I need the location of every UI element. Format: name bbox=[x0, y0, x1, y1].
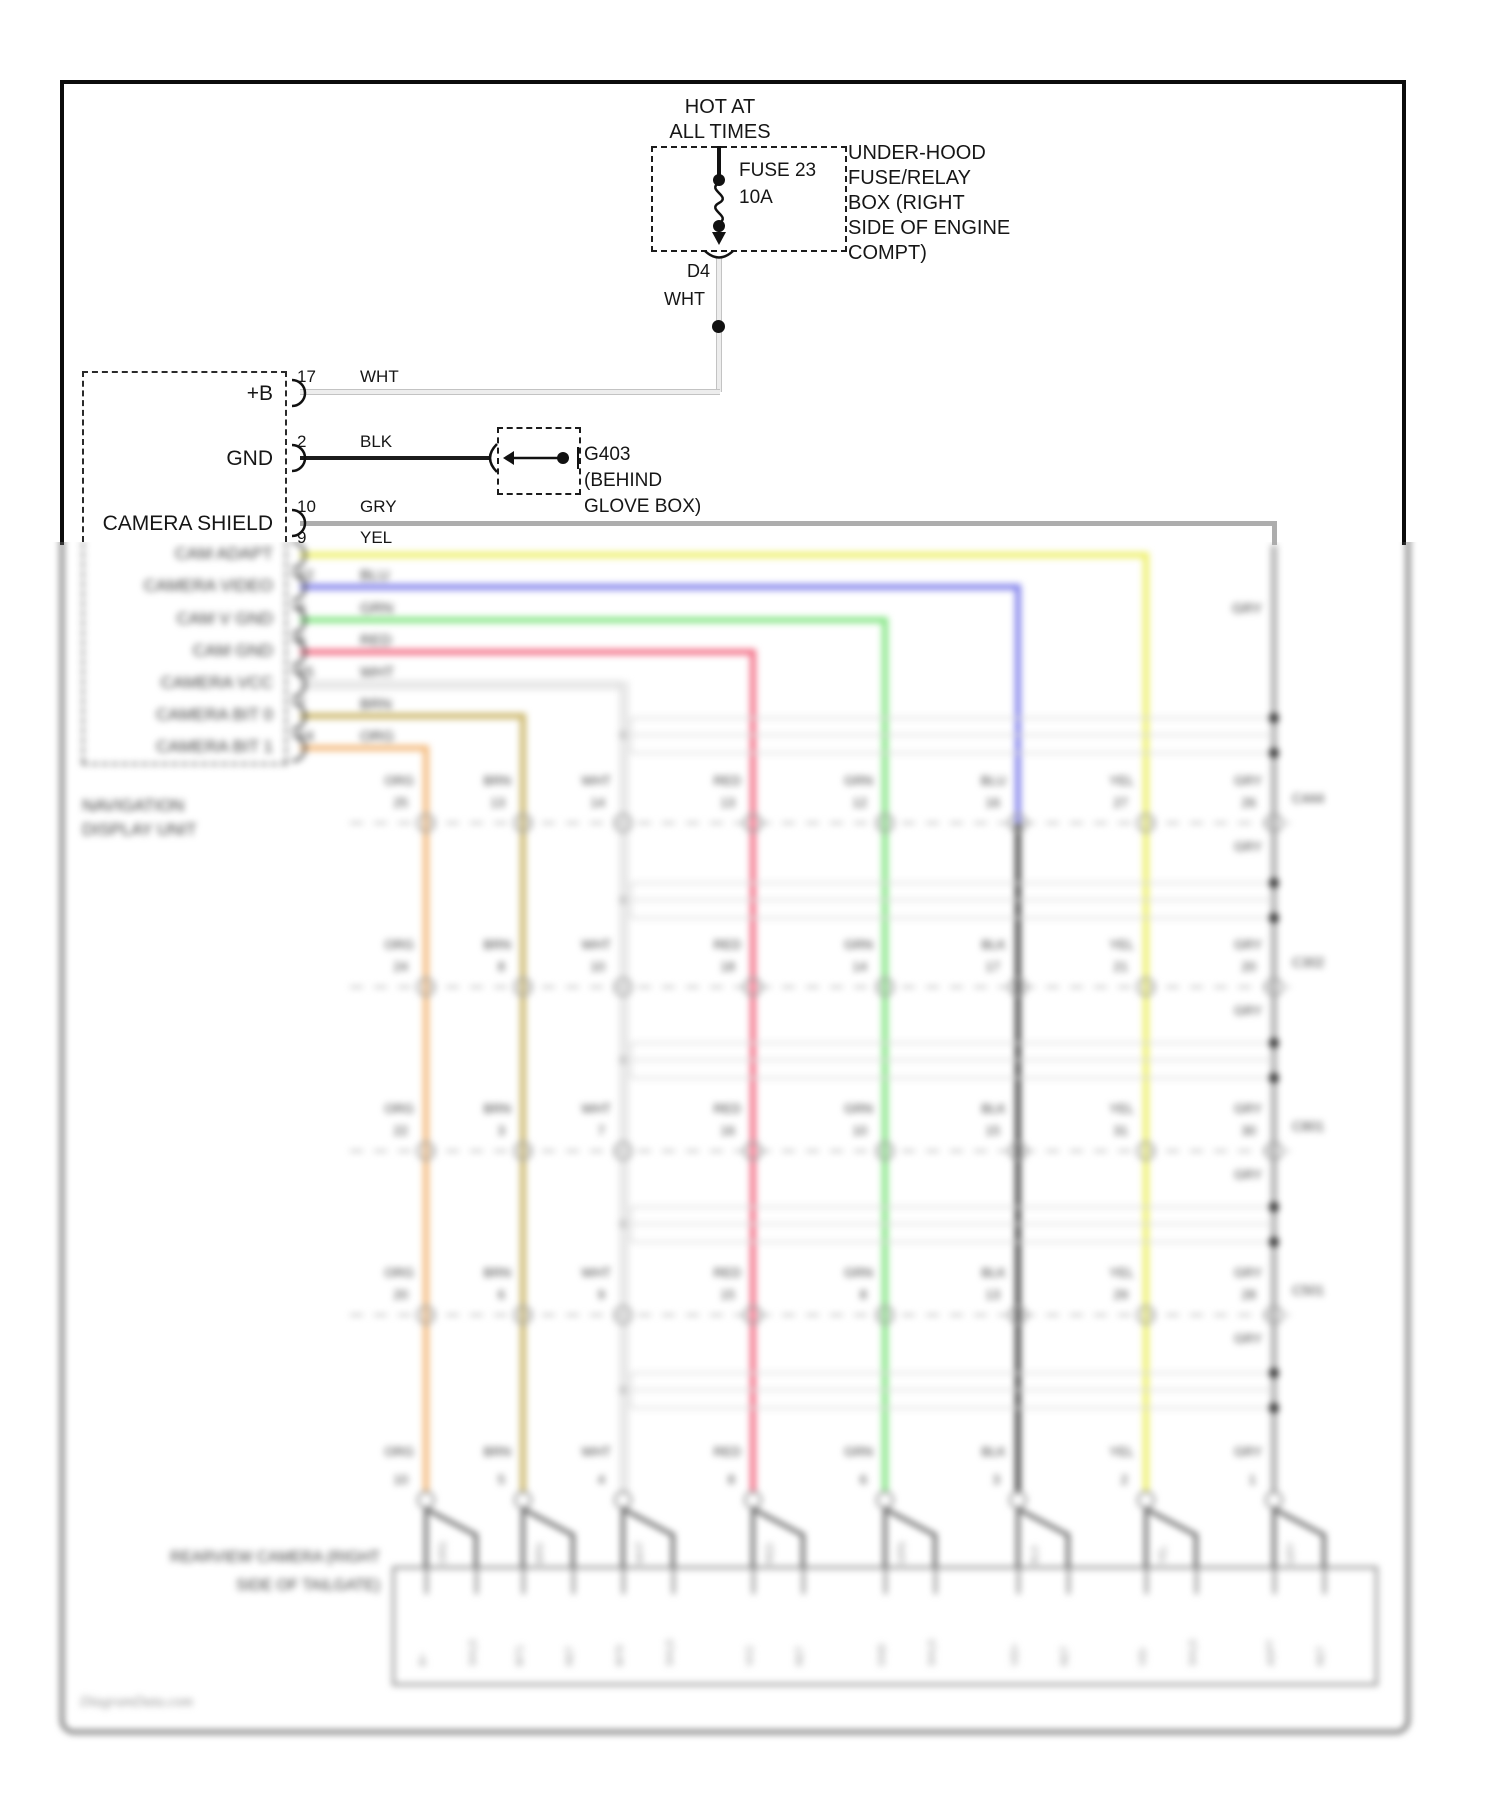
camera-pin-name: RET bbox=[1316, 1646, 1327, 1666]
camera-wire-pin-label: 8 bbox=[727, 1472, 735, 1487]
nav-pin-color: WHT bbox=[360, 664, 395, 681]
row-wire-color-label: RED bbox=[713, 1265, 741, 1280]
pin-arc-RED bbox=[292, 639, 305, 665]
row-connector-symbol bbox=[1266, 1143, 1283, 1160]
camera-wire-pin-label: 5 bbox=[497, 1472, 505, 1487]
shield-junction-dot bbox=[1269, 1403, 1279, 1413]
pin17-number: 17 bbox=[297, 367, 316, 386]
row-connector-symbol bbox=[745, 1307, 762, 1324]
row-connector-symbol bbox=[1010, 815, 1027, 832]
camera-connector-arc bbox=[418, 1492, 434, 1508]
nav-pin-number: 5 bbox=[297, 632, 306, 649]
row-wire-color-label: YEL bbox=[1109, 1265, 1134, 1280]
row-connector-symbol bbox=[418, 1143, 435, 1160]
row-wire-pin-label: 17 bbox=[985, 959, 1000, 974]
row-wire-color-label: GRN bbox=[844, 1265, 873, 1280]
connector-name: C501 bbox=[1292, 1283, 1325, 1298]
nav-pin-number: 24 bbox=[297, 728, 314, 745]
hook-diagonal bbox=[885, 1509, 935, 1535]
nav-pin-name-RED: CAM GND bbox=[192, 641, 273, 660]
row-wire-color-label: BRN bbox=[483, 1101, 511, 1116]
camera-pin-name: RET bbox=[565, 1646, 576, 1666]
connector-shield-sub-label: GRY bbox=[1234, 839, 1262, 854]
nav-pin-number: 22 bbox=[297, 567, 314, 584]
pin-arc-ORG bbox=[292, 735, 305, 761]
row-wire-pin-label: 21 bbox=[1113, 959, 1128, 974]
row-connector-symbol bbox=[1010, 979, 1027, 996]
fusebox-location-line5: COMPT) bbox=[848, 242, 927, 264]
hook-diagonal bbox=[623, 1509, 673, 1535]
fuse-arrowhead bbox=[712, 232, 726, 245]
row-wire-pin-label: 15 bbox=[985, 1123, 1000, 1138]
row-wire-color-label: GRN bbox=[844, 773, 873, 788]
camera-wire-color-label: BRN bbox=[483, 1444, 511, 1459]
row-wire-color-label: YEL bbox=[1109, 1101, 1134, 1116]
row-wire-pin-label: 29 bbox=[1113, 1287, 1128, 1302]
row-connector-symbol bbox=[615, 979, 632, 996]
d4-connector-arc bbox=[705, 251, 733, 258]
row-wire-color-label: YEL bbox=[1109, 937, 1134, 952]
row-wire-pin-label: 31 bbox=[1113, 1123, 1128, 1138]
row-connector-symbol bbox=[1010, 1307, 1027, 1324]
camera-pin-name: VID+ bbox=[1010, 1643, 1021, 1666]
row-wire-pin-label: 25 bbox=[393, 795, 408, 810]
row-wire-color-label: ORG bbox=[384, 1101, 414, 1116]
pin9-number: 9 bbox=[297, 528, 307, 547]
row-wire-pin-label: 8 bbox=[859, 1287, 867, 1302]
shield-junction-dot bbox=[1269, 1073, 1279, 1083]
camera-pin-name: SHLD bbox=[665, 1639, 676, 1666]
camera-connector-arc bbox=[1010, 1492, 1026, 1508]
hot-at-label: HOT AT bbox=[684, 96, 756, 118]
fuse-element bbox=[715, 183, 723, 223]
fusebox-location-line3: BOX (RIGHT bbox=[848, 192, 965, 214]
row-wire-pin-label: 6 bbox=[497, 1287, 505, 1302]
hook-label: ORG bbox=[438, 1541, 449, 1564]
row-connector-symbol bbox=[1266, 979, 1283, 996]
nav-pin-color: ORG bbox=[360, 728, 395, 745]
camera-connector-arc bbox=[877, 1492, 893, 1508]
row-wire-color-label: GRY bbox=[1234, 937, 1262, 952]
camera-wire-pin-label: 10 bbox=[393, 1472, 408, 1487]
row-wire-color-label: GRN bbox=[844, 1101, 873, 1116]
camera-wire-color-label: BLK bbox=[981, 1444, 1006, 1459]
fusebox-location-line4: SIDE OF ENGINE bbox=[848, 217, 1011, 239]
shield-band-tap bbox=[619, 1386, 628, 1395]
ground-location-line1: (BEHIND bbox=[584, 470, 663, 491]
row-wire-color-label: GRY bbox=[1234, 1101, 1262, 1116]
nav-pin-name-WHT: CAMERA VCC bbox=[160, 673, 273, 692]
camera-label-line2: SIDE OF TAILGATE) bbox=[236, 1577, 380, 1594]
row-connector-symbol bbox=[515, 1143, 532, 1160]
pin-arc-BRN bbox=[292, 703, 305, 729]
nav-pin-color: BRN bbox=[360, 696, 392, 713]
row-wire-pin-label: 9 bbox=[597, 1287, 605, 1302]
row-wire-pin-label: 30 bbox=[1241, 1123, 1256, 1138]
hook-diagonal bbox=[1146, 1509, 1196, 1535]
camera-pin-name: B+ bbox=[418, 1653, 429, 1666]
camera-wire-color-label: WHT bbox=[581, 1444, 611, 1459]
camera-pin-name: BIT1 bbox=[515, 1644, 526, 1666]
shield-junction-dot bbox=[1269, 1038, 1279, 1048]
shield-band-tap bbox=[619, 1220, 628, 1229]
connector-d4-label: D4 bbox=[686, 261, 710, 281]
connector-shield-sub-label: GRY bbox=[1234, 1167, 1262, 1182]
shield-junction-dot bbox=[1269, 1368, 1279, 1378]
shield-band-tap bbox=[619, 1056, 628, 1065]
camera-connector-arc bbox=[745, 1492, 761, 1508]
row-wire-pin-label: 13 bbox=[985, 1287, 1000, 1302]
camera-pin-name: ADPT bbox=[1266, 1639, 1277, 1666]
blurred-symbols bbox=[0, 542, 1500, 1814]
row-connector-symbol bbox=[418, 815, 435, 832]
pin-arc-YEL bbox=[292, 542, 305, 568]
hook-diagonal bbox=[426, 1509, 476, 1535]
row-wire-color-label: BRN bbox=[483, 937, 511, 952]
row-connector-symbol bbox=[1266, 1307, 1283, 1324]
connector-shield-sub-label: GRY bbox=[1234, 1003, 1262, 1018]
camera-pin-name: RET bbox=[1060, 1646, 1071, 1666]
row-wire-pin-label: 16 bbox=[985, 795, 1000, 810]
row-wire-color-label: WHT bbox=[581, 1265, 611, 1280]
row-wire-pin-label: 3 bbox=[497, 1123, 505, 1138]
camera-connector-arc bbox=[615, 1492, 631, 1508]
row-wire-pin-label: 22 bbox=[393, 1123, 408, 1138]
shield-junction-dot bbox=[1269, 748, 1279, 758]
row-connector-symbol bbox=[418, 979, 435, 996]
row-connector-symbol bbox=[1138, 979, 1155, 996]
ground-connector-arc bbox=[490, 444, 497, 472]
row-wire-color-label: YEL bbox=[1109, 773, 1134, 788]
shield-junction-dot bbox=[1269, 878, 1279, 888]
ground-location-line2: GLOVE BOX) bbox=[584, 496, 702, 517]
row-wire-color-label: BRN bbox=[483, 1265, 511, 1280]
row-connector-symbol bbox=[418, 1307, 435, 1324]
row-wire-pin-label: 13 bbox=[490, 795, 505, 810]
pin2-color: BLK bbox=[360, 432, 393, 451]
nav-unit-label-line1: NAVIGATION bbox=[82, 796, 185, 815]
camera-wire-color-label: ORG bbox=[384, 1444, 414, 1459]
row-wire-color-label: RED bbox=[713, 773, 741, 788]
camera-wire-color-label: GRN bbox=[844, 1444, 873, 1459]
ground-arrowhead bbox=[503, 451, 514, 465]
connector-shield-sub-label: GRY bbox=[1234, 1331, 1262, 1346]
row-connector-symbol bbox=[1138, 815, 1155, 832]
pin10-color: GRY bbox=[360, 497, 397, 516]
row-wire-pin-label: 16 bbox=[720, 1123, 735, 1138]
row-wire-color-label: RED bbox=[713, 1101, 741, 1116]
nav-unit-label-line2: DISPLAY UNIT bbox=[82, 820, 197, 839]
row-wire-pin-label: 28 bbox=[1241, 1287, 1256, 1302]
row-connector-symbol bbox=[877, 1143, 894, 1160]
row-wire-pin-label: 20 bbox=[1241, 959, 1256, 974]
nav-pin-number: 7 bbox=[297, 696, 306, 713]
row-connector-symbol bbox=[615, 1307, 632, 1324]
row-wire-pin-label: 20 bbox=[393, 1287, 408, 1302]
row-wire-color-label: BLK bbox=[981, 1101, 1006, 1116]
row-connector-symbol bbox=[515, 815, 532, 832]
hook-diagonal bbox=[523, 1509, 573, 1535]
row-connector-symbol bbox=[877, 1307, 894, 1324]
row-wire-color-label: ORG bbox=[384, 1265, 414, 1280]
ground-name-label: G403 bbox=[584, 444, 631, 465]
wht-wire-label-vertical: WHT bbox=[664, 289, 705, 309]
camera-wire-pin-label: 6 bbox=[859, 1472, 867, 1487]
camera-wire-pin-label: 1 bbox=[1248, 1472, 1256, 1487]
gry-mid-label: GRY bbox=[1232, 600, 1263, 616]
row-wire-pin-label: 15 bbox=[720, 1287, 735, 1302]
watermark: DiagramData.com bbox=[80, 1694, 193, 1710]
row-wire-pin-label: 10 bbox=[590, 959, 605, 974]
row-wire-pin-label: 18 bbox=[720, 959, 735, 974]
hook-label: WHT bbox=[635, 1541, 646, 1564]
camera-wire-pin-label: 3 bbox=[992, 1472, 1000, 1487]
pin-bplus-name: +B bbox=[246, 382, 273, 405]
blurred-preview-region bbox=[0, 542, 1500, 1814]
row-connector-symbol bbox=[615, 815, 632, 832]
row-connector-symbol bbox=[745, 1143, 762, 1160]
nav-pin-name-GRN: CAM V GND bbox=[176, 609, 273, 628]
row-wire-pin-label: 7 bbox=[597, 1123, 605, 1138]
camera-connector-arc bbox=[1138, 1492, 1154, 1508]
hook-diagonal bbox=[753, 1509, 803, 1535]
shield-junction-dot bbox=[1269, 1237, 1279, 1247]
row-connector-symbol bbox=[1138, 1143, 1155, 1160]
pin9-color: YEL bbox=[360, 528, 393, 547]
hook-label: GRY bbox=[1286, 1542, 1297, 1564]
hook-label: RED bbox=[765, 1542, 776, 1564]
camera-pin-name: RET bbox=[795, 1646, 806, 1666]
pin-arc-bplus bbox=[292, 380, 305, 406]
connector-name: C444 bbox=[1292, 791, 1325, 806]
pin-camera-shield-name: CAMERA SHIELD bbox=[102, 512, 273, 535]
nav-pin-name-BRN: CAMERA BIT 0 bbox=[156, 705, 273, 724]
connector-name: C302 bbox=[1292, 955, 1325, 970]
camera-wire-pin-label: 4 bbox=[597, 1472, 605, 1487]
row-wire-pin-label: 27 bbox=[1113, 795, 1128, 810]
row-wire-pin-label: 26 bbox=[1241, 795, 1256, 810]
camera-label-line1: REARVIEW CAMERA (RIGHT bbox=[170, 1549, 380, 1566]
pin10-number: 10 bbox=[297, 497, 316, 516]
camera-pin-name: SHLD bbox=[1188, 1639, 1199, 1666]
pin-arc-BLU bbox=[292, 574, 305, 600]
nav-pin-color: BLU bbox=[360, 567, 390, 584]
row-wire-color-label: BLK bbox=[981, 1265, 1006, 1280]
pin17-color: WHT bbox=[360, 367, 399, 386]
nav-pin-name-ORG: CAMERA BIT 1 bbox=[156, 737, 273, 756]
pin2-number: 2 bbox=[297, 432, 307, 451]
camera-pin-name: VCC bbox=[745, 1644, 756, 1666]
row-wire-color-label: GRN bbox=[844, 937, 873, 952]
row-wire-pin-label: 10 bbox=[852, 1123, 867, 1138]
row-connector-symbol bbox=[615, 1143, 632, 1160]
nav-pin-number: 25 bbox=[297, 664, 314, 681]
camera-wire-color-label: GRY bbox=[1234, 1444, 1262, 1459]
fuse-rating-label: 10A bbox=[739, 187, 773, 208]
row-connector-symbol bbox=[515, 1307, 532, 1324]
row-connector-symbol bbox=[877, 815, 894, 832]
pin-arc-gnd bbox=[292, 445, 305, 471]
connector-name: C801 bbox=[1292, 1119, 1325, 1134]
hook-diagonal bbox=[1018, 1509, 1068, 1535]
hook-label: GRN bbox=[897, 1541, 908, 1564]
row-wire-color-label: WHT bbox=[581, 773, 611, 788]
shield-junction-dot bbox=[1269, 1202, 1279, 1212]
hook-label: YEL bbox=[1158, 1545, 1169, 1564]
hook-label: BRN bbox=[535, 1542, 546, 1564]
row-wire-pin-label: 24 bbox=[393, 959, 408, 974]
row-wire-color-label: ORG bbox=[384, 937, 414, 952]
row-wire-pin-label: 14 bbox=[852, 959, 867, 974]
row-connector-symbol bbox=[745, 979, 762, 996]
pin-arc-GRN bbox=[292, 607, 305, 633]
row-wire-color-label: WHT bbox=[581, 937, 611, 952]
hook-label: BLK bbox=[1030, 1545, 1041, 1564]
shield-junction-dot bbox=[1269, 913, 1279, 923]
nav-pin-color: RED bbox=[360, 632, 392, 649]
camera-connector-arc bbox=[1266, 1492, 1282, 1508]
camera-pin-name: SHLD bbox=[468, 1639, 479, 1666]
hot-at-label-line2: ALL TIMES bbox=[669, 121, 771, 143]
row-connector-symbol bbox=[515, 979, 532, 996]
camera-wire-color-label: YEL bbox=[1109, 1444, 1134, 1459]
shield-band-tap bbox=[619, 731, 628, 740]
nav-pin-color: GRN bbox=[360, 600, 394, 617]
row-wire-pin-label: 13 bbox=[720, 795, 735, 810]
camera-wire-color-label: RED bbox=[713, 1444, 741, 1459]
camera-wire-pin-label: 2 bbox=[1120, 1472, 1128, 1487]
row-wire-pin-label: 12 bbox=[852, 795, 867, 810]
pin-arc-shield bbox=[292, 510, 305, 536]
row-wire-color-label: GRY bbox=[1234, 1265, 1262, 1280]
row-wire-color-label: ORG bbox=[384, 773, 414, 788]
row-wire-color-label: BRN bbox=[483, 773, 511, 788]
row-connector-symbol bbox=[745, 815, 762, 832]
hook-diagonal bbox=[1274, 1509, 1324, 1535]
pin-arc-WHT bbox=[292, 671, 305, 697]
pin-gnd-name: GND bbox=[226, 447, 273, 470]
nav-pin-name-BLU: CAMERA VIDEO bbox=[143, 576, 273, 595]
camera-connector-arc bbox=[515, 1492, 531, 1508]
row-connector-symbol bbox=[877, 979, 894, 996]
row-wire-color-label: BLU bbox=[980, 773, 1006, 788]
camera-pin-name: GND bbox=[877, 1643, 888, 1666]
row-connector-symbol bbox=[1138, 1307, 1155, 1324]
row-wire-pin-label: 8 bbox=[497, 959, 505, 974]
fuse-name-label: FUSE 23 bbox=[739, 160, 817, 181]
ground-dot bbox=[557, 452, 569, 464]
row-connector-symbol bbox=[1010, 1143, 1027, 1160]
row-wire-color-label: WHT bbox=[581, 1101, 611, 1116]
fusebox-location-line1: UNDER-HOOD bbox=[848, 142, 986, 164]
nav-pin-name-YEL: CAM ADAPT bbox=[174, 544, 273, 563]
row-wire-color-label: GRY bbox=[1234, 773, 1262, 788]
row-wire-color-label: RED bbox=[713, 937, 741, 952]
camera-pin-name: SHLD bbox=[927, 1639, 938, 1666]
row-wire-pin-label: 14 bbox=[590, 795, 605, 810]
nav-pin-number: 6 bbox=[297, 600, 306, 617]
row-connector-symbol bbox=[1266, 815, 1283, 832]
camera-pin-name: VID- bbox=[1138, 1646, 1149, 1666]
shield-band-tap bbox=[619, 896, 628, 905]
camera-pin-name: BIT0 bbox=[615, 1644, 626, 1666]
row-wire-color-label: BLK bbox=[981, 937, 1006, 952]
shield-junction-dot bbox=[1269, 713, 1279, 723]
fusebox-location-line2: FUSE/RELAY bbox=[848, 167, 971, 189]
